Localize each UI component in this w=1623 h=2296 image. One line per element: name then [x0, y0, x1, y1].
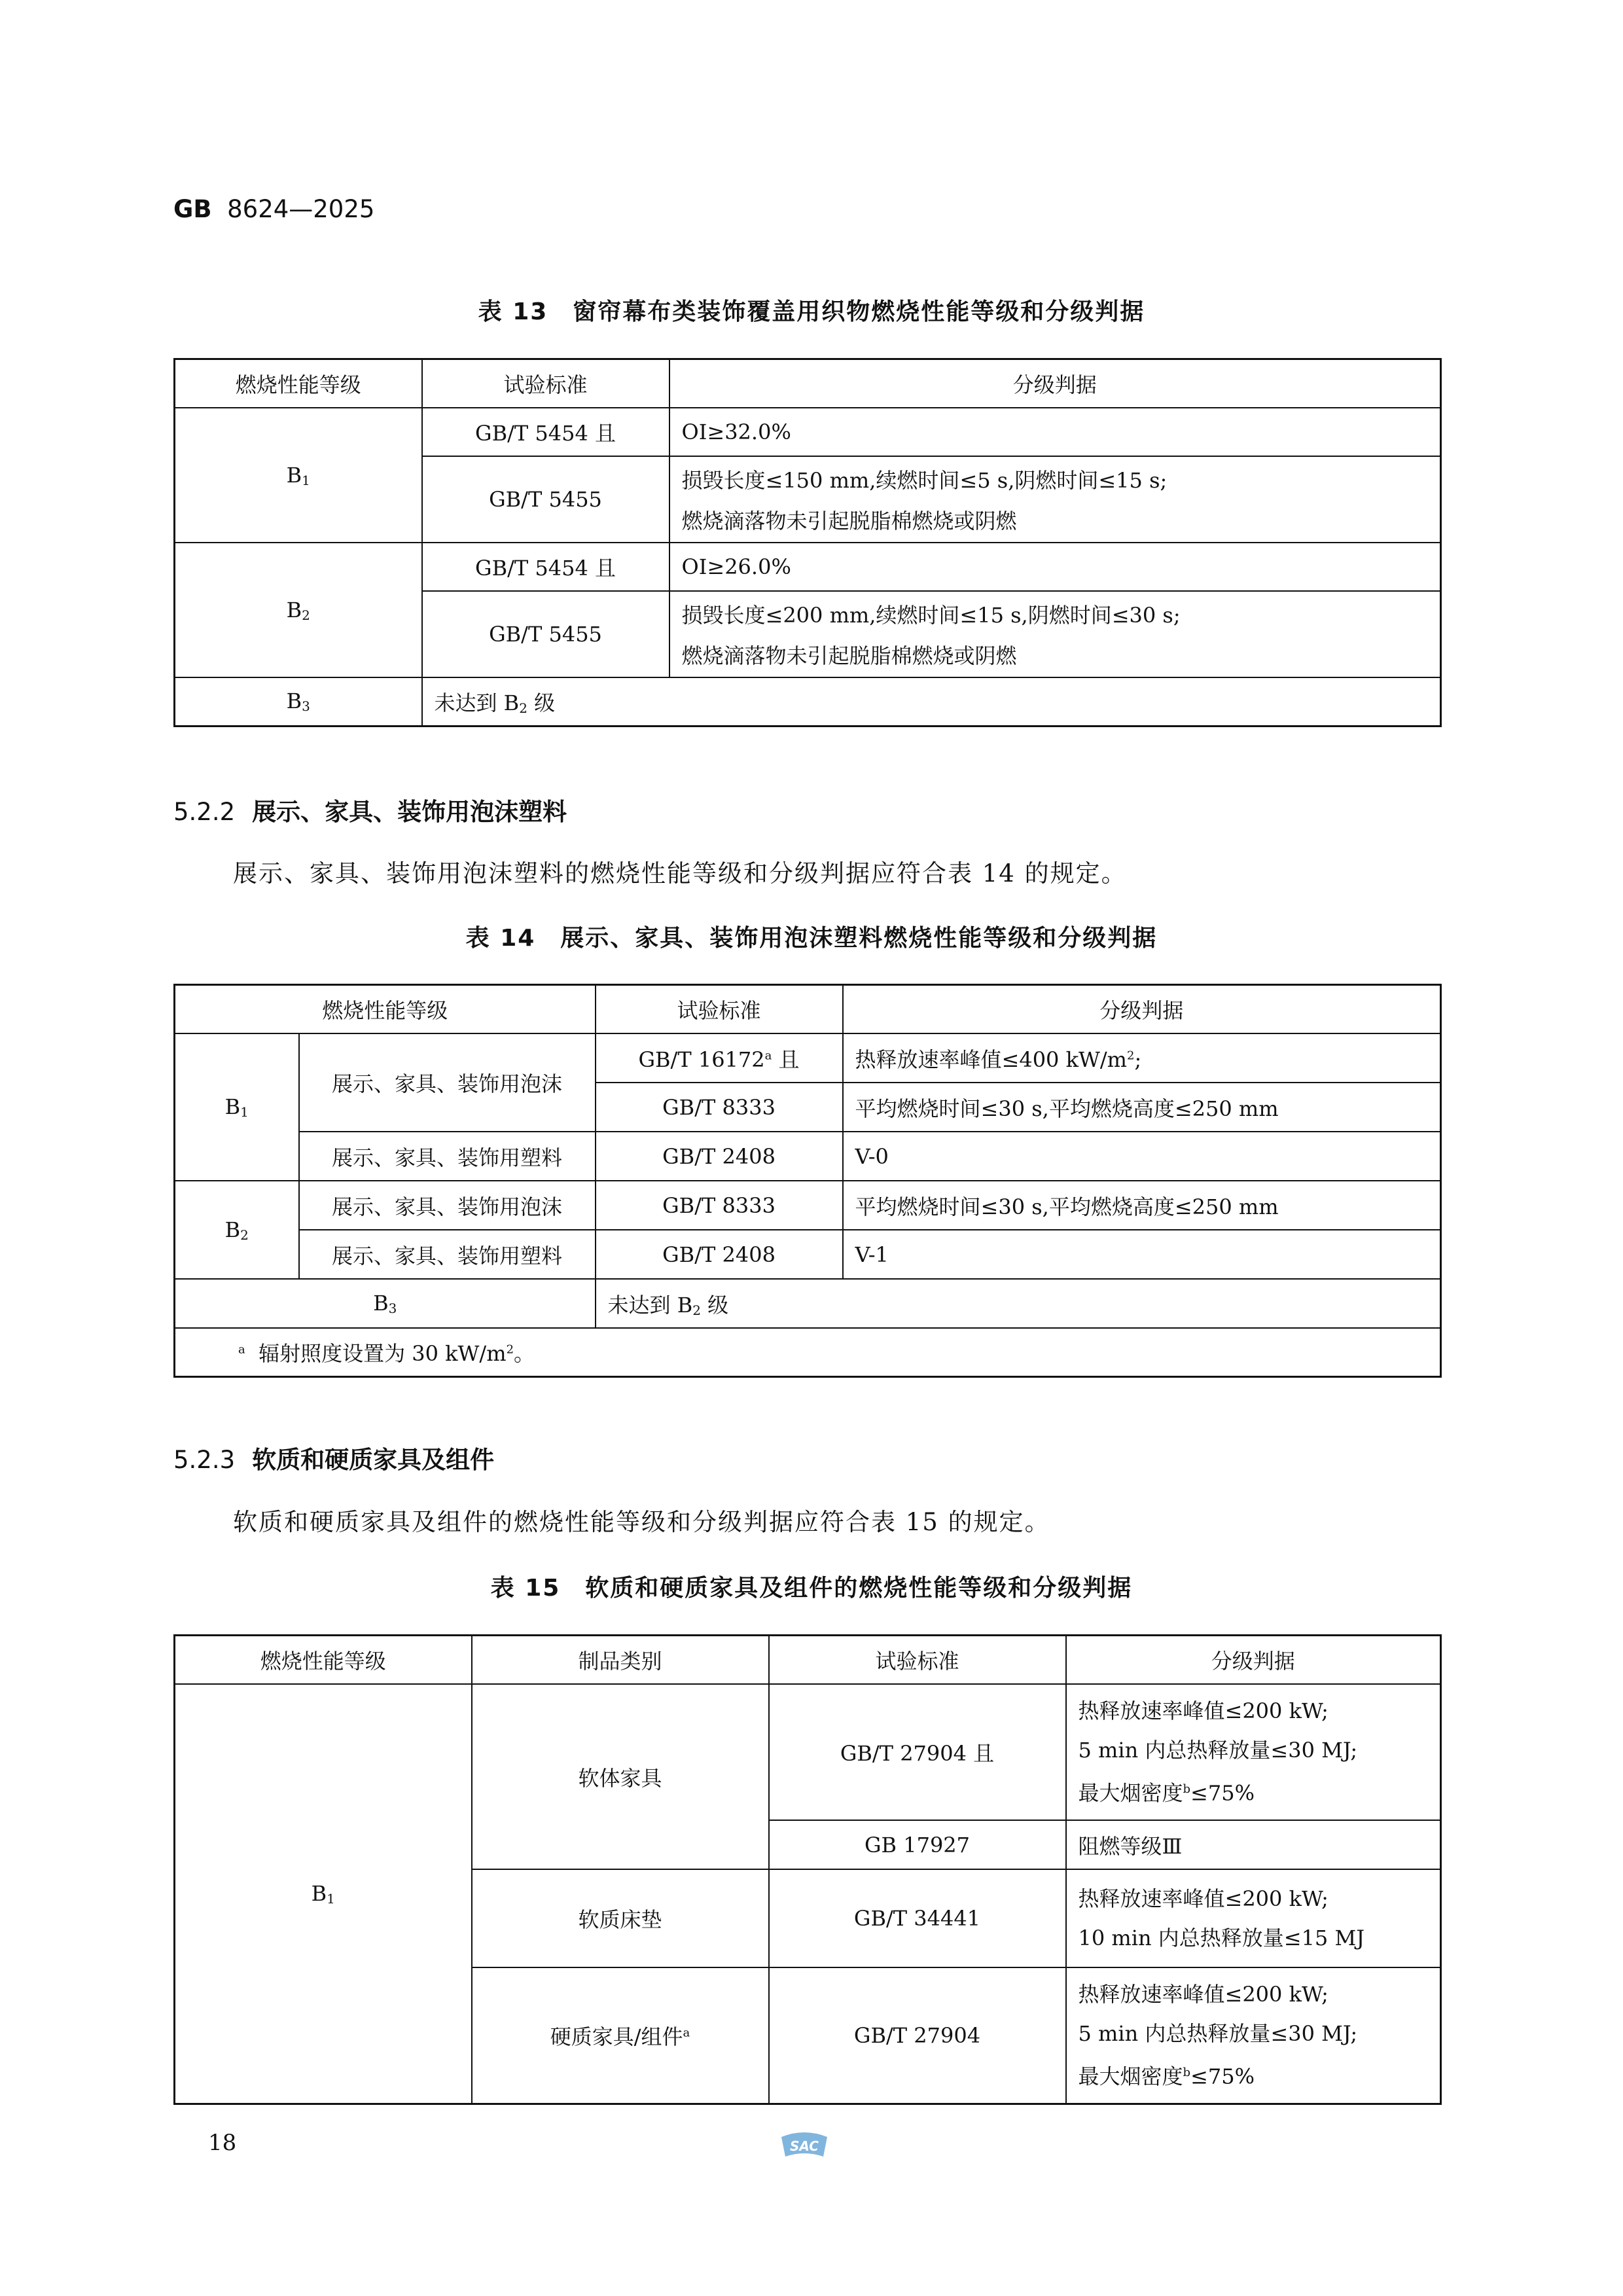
table14-header-grade: 燃烧性能等级 — [175, 985, 596, 1034]
table14-cell: GB/T 2408 — [596, 1230, 843, 1279]
table14-cell: GB/T 8333 — [596, 1083, 843, 1132]
code-prefix: GB — [173, 195, 212, 223]
code-number: 8624—2025 — [227, 195, 375, 223]
table15-header-standard: 试验标准 — [769, 1636, 1066, 1685]
table13-grade-b2: $B_2$ — [175, 543, 422, 677]
table13-cell: OI≥32.0% — [669, 408, 1441, 456]
table13-header-grade: 燃烧性能等级 — [175, 359, 422, 408]
table13-grade-b3: $B_3$ — [175, 677, 422, 726]
document-code — [173, 195, 374, 223]
page-number: 18 — [208, 2130, 237, 2156]
table15-cell: 热释放速率峰值≤200 kW; 5 min 内总热释放量≤30 MJ; 最大烟密度$^b$≤75% — [1066, 1684, 1441, 1820]
table14-cell: 平均燃烧时间≤30 s,平均燃烧高度≤250 mm — [843, 1083, 1441, 1132]
table14-grade-b3: $B_3$ — [175, 1279, 596, 1328]
table15-grade-b1: $B_1$ — [175, 1684, 472, 2104]
section-522-heading: 5.2.2 展示、家具、装饰用泡沫塑料 — [173, 798, 567, 826]
table15-cell: 软质床垫 — [472, 1869, 769, 1967]
table15-cell: 热释放速率峰值≤200 kW; 5 min 内总热释放量≤30 MJ; 最大烟密度$^b$≤75% — [1066, 1967, 1441, 2104]
table14 — [173, 984, 1442, 1378]
table14-cell: 平均燃烧时间≤30 s,平均燃烧高度≤250 mm — [843, 1181, 1441, 1230]
table14-cell: GB/T 8333 — [596, 1181, 843, 1230]
table14-caption: 表 14 展示、家具、装饰用泡沫塑料燃烧性能等级和分级判据 — [465, 925, 1158, 952]
table13-cell: 损毁长度≤200 mm,续燃时间≤15 s,阴燃时间≤30 s; 燃烧滴落物未引起脱脂棉燃烧或阴燃 — [669, 591, 1441, 677]
table14-grade-b2: $B_2$ — [175, 1181, 299, 1279]
table14-cell: 热释放速率峰值≤400 $kW/m^2$; — [843, 1033, 1441, 1083]
table15-header-grade: 燃烧性能等级 — [175, 1636, 472, 1685]
table14-footnote: $^a$ 辐射照度设置为 30 $kW/m^2$。 — [175, 1328, 1441, 1376]
table13-cell: OI≥26.0% — [669, 543, 1441, 591]
section-523-heading: 5.2.3 软质和硬质家具及组件 — [173, 1446, 495, 1474]
section-522-text: 展示、家具、装饰用泡沫塑料的燃烧性能等级和分级判据应符合表 14 的规定。 — [233, 859, 1127, 888]
table15-header-criteria: 分级判据 — [1066, 1636, 1441, 1685]
section-523-text: 软质和硬质家具及组件的燃烧性能等级和分级判据应符合表 15 的规定。 — [233, 1508, 1050, 1536]
table14-cell: GB/T 2408 — [596, 1132, 843, 1181]
table13-cell: 未达到 $B_2$ 级 — [422, 677, 1441, 726]
table15-header-category: 制品类别 — [472, 1636, 769, 1685]
table13-cell: GB/T 5454 且 — [422, 543, 669, 591]
table14-cell: 展示、家具、装饰用泡沫 — [299, 1181, 596, 1230]
table14-cell: GB/T 16172$^a$ 且 — [596, 1033, 843, 1083]
table15-cell: GB 17927 — [769, 1820, 1066, 1869]
table13-cell: GB/T 5454 且 — [422, 408, 669, 456]
table14-cell: V-0 — [843, 1132, 1441, 1181]
table13 — [173, 358, 1442, 727]
table15-cell: GB/T 27904 且 — [769, 1684, 1066, 1820]
table15-caption: 表 15 软质和硬质家具及组件的燃烧性能等级和分级判据 — [490, 1575, 1133, 1602]
table15-cell: GB/T 27904 — [769, 1967, 1066, 2104]
table15 — [173, 1634, 1442, 2105]
table13-header-standard: 试验标准 — [422, 359, 669, 408]
table14-cell: 未达到 $B_2$ 级 — [596, 1279, 1441, 1328]
table15-cell: GB/T 34441 — [769, 1869, 1066, 1967]
table13-caption: 表 13 窗帘幕布类装饰覆盖用织物燃烧性能等级和分级判据 — [478, 298, 1145, 325]
sac-logo-text: SAC — [790, 2138, 819, 2154]
table14-cell: 展示、家具、装饰用泡沫 — [299, 1033, 596, 1132]
table14-header-criteria: 分级判据 — [843, 985, 1441, 1034]
table15-cell: 阻燃等级Ⅲ — [1066, 1820, 1441, 1869]
table13-grade-b1: $B_1$ — [175, 408, 422, 543]
table13-cell: GB/T 5455 — [422, 591, 669, 677]
table13-cell: 损毁长度≤150 mm,续燃时间≤5 s,阴燃时间≤15 s; 燃烧滴落物未引起脱脂棉燃烧或阴燃 — [669, 456, 1441, 543]
table15-cell: 软体家具 — [472, 1684, 769, 1869]
table14-header-standard: 试验标准 — [596, 985, 843, 1034]
table13-header-criteria: 分级判据 — [669, 359, 1441, 408]
table14-cell: 展示、家具、装饰用塑料 — [299, 1132, 596, 1181]
sac-logo — [779, 2130, 830, 2161]
table13-cell: GB/T 5455 — [422, 456, 669, 543]
table14-cell: V-1 — [843, 1230, 1441, 1279]
table14-grade-b1: $B_1$ — [175, 1033, 299, 1181]
table14-cell: 展示、家具、装饰用塑料 — [299, 1230, 596, 1279]
table15-cell: 硬质家具/组件$^a$ — [472, 1967, 769, 2104]
table15-cell: 热释放速率峰值≤200 kW; 10 min 内总热释放量≤15 MJ — [1066, 1869, 1441, 1967]
